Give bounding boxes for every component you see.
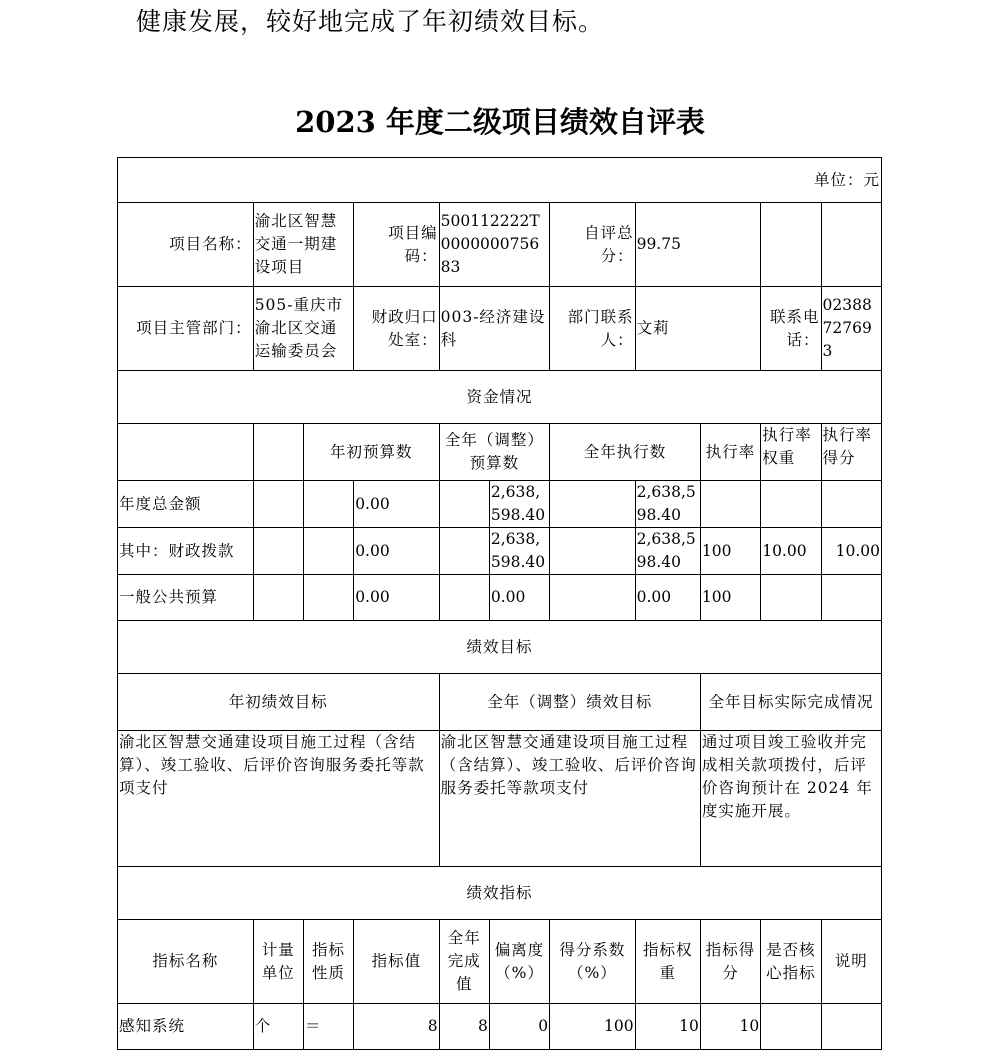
funds-score: 10.00 — [821, 528, 882, 575]
goals-initial: 渝北区智慧交通建设项目施工过程（含结算）、竣工验收、后评价咨询服务委托等款项支付 — [118, 731, 440, 867]
page-title: 2023 年度二级项目绩效自评表 — [295, 105, 705, 139]
empty-cell — [761, 203, 821, 287]
goals-header-adjusted: 全年（调整）绩效目标 — [439, 674, 700, 731]
ind-header-note: 说明 — [821, 920, 882, 1004]
goals-adjusted: 渝北区智慧交通建设项目施工过程（含结算）、竣工验收、后评价咨询服务委托等款项支付 — [439, 731, 700, 867]
funds-initial: 0.00 — [354, 575, 439, 621]
funds-executed: 2,638,598.40 — [635, 528, 700, 575]
funds-rate: 100 — [700, 575, 760, 621]
empty-cell — [303, 575, 353, 621]
finance-label: 财政归口处室： — [354, 287, 439, 371]
ind-header-unit: 计量单位 — [253, 920, 303, 1004]
ind-completed: 8 — [439, 1004, 489, 1050]
phone-value: 02388727693 — [821, 287, 882, 371]
ind-header-deviation: 偏离度（%） — [489, 920, 549, 1004]
funds-rate — [700, 481, 760, 528]
funds-header-initial: 年初预算数 — [303, 424, 439, 481]
funds-adjusted: 2,638,598.40 — [489, 481, 549, 528]
contact-value: 文莉 — [635, 287, 761, 371]
funds-score — [821, 481, 882, 528]
ind-header-value: 指标值 — [354, 920, 439, 1004]
funds-adjusted: 2,638,598.40 — [489, 528, 549, 575]
empty-cell — [118, 424, 254, 481]
contact-label: 部门联系人： — [550, 287, 635, 371]
empty-cell — [253, 575, 303, 621]
phone-label: 联系电话： — [761, 287, 821, 371]
finance-value: 003-经济建设科 — [439, 287, 550, 371]
ind-header-completed: 全年完成值 — [439, 920, 489, 1004]
goals-section-title: 绩效目标 — [118, 621, 882, 674]
funds-weight — [761, 575, 821, 621]
funds-row-label: 年度总金额 — [118, 481, 254, 528]
ind-nature: ＝ — [303, 1004, 353, 1050]
project-code: 500112222T000000075683 — [439, 203, 550, 287]
empty-cell — [439, 575, 489, 621]
goals-header-actual: 全年目标实际完成情况 — [700, 674, 881, 731]
funds-header-adjusted: 全年（调整）预算数 — [439, 424, 550, 481]
goals-header-initial: 年初绩效目标 — [118, 674, 440, 731]
self-evaluation-table — [117, 157, 882, 1050]
ind-core — [761, 1004, 821, 1050]
funds-section-title: 资金情况 — [118, 371, 882, 424]
dept-value: 505-重庆市渝北区交通运输委员会 — [253, 287, 354, 371]
empty-cell — [439, 481, 489, 528]
funds-initial: 0.00 — [354, 528, 439, 575]
funds-header-weight: 执行率权重 — [761, 424, 821, 481]
ind-score: 10 — [700, 1004, 760, 1050]
empty-cell — [550, 575, 635, 621]
ind-note — [821, 1004, 882, 1050]
funds-initial: 0.00 — [354, 481, 439, 528]
empty-cell — [303, 481, 353, 528]
ind-coef: 100 — [550, 1004, 635, 1050]
funds-rate: 100 — [700, 528, 760, 575]
project-name: 渝北区智慧交通一期建设项目 — [253, 203, 354, 287]
goals-actual: 通过项目竣工验收并完成相关款项拨付，后评价咨询预计在 2024 年度实施开展。 — [700, 731, 881, 867]
funds-executed: 0.00 — [635, 575, 700, 621]
empty-cell — [253, 528, 303, 575]
table-row — [118, 1004, 882, 1050]
dept-label: 项目主管部门： — [118, 287, 254, 371]
table-row — [118, 528, 882, 575]
ind-header-score: 指标得分 — [700, 920, 760, 1004]
project-code-label: 项目编码： — [354, 203, 439, 287]
empty-cell — [253, 481, 303, 528]
funds-row-label: 一般公共预算 — [118, 575, 254, 621]
total-score: 99.75 — [635, 203, 761, 287]
empty-cell — [253, 424, 303, 481]
funds-score — [821, 575, 882, 621]
ind-header-name: 指标名称 — [118, 920, 254, 1004]
funds-weight — [761, 481, 821, 528]
score-label: 自评总分： — [550, 203, 635, 287]
ind-header-nature: 指标性质 — [303, 920, 353, 1004]
empty-cell — [303, 528, 353, 575]
funds-executed: 2,638,598.40 — [635, 481, 700, 528]
intro-text: 健康发展，较好地完成了年初绩效目标。 — [136, 7, 605, 36]
empty-cell — [550, 481, 635, 528]
project-name-label: 项目名称： — [118, 203, 254, 287]
funds-header-rate: 执行率 — [700, 424, 760, 481]
ind-name: 感知系统 — [118, 1004, 254, 1050]
funds-header-score: 执行率得分 — [821, 424, 882, 481]
indicators-section-title: 绩效指标 — [118, 867, 882, 920]
ind-unit: 个 — [253, 1004, 303, 1050]
ind-header-coef: 得分系数（%） — [550, 920, 635, 1004]
funds-row-label: 其中：财政拨款 — [118, 528, 254, 575]
funds-weight: 10.00 — [761, 528, 821, 575]
ind-weight: 10 — [635, 1004, 700, 1050]
empty-cell — [439, 528, 489, 575]
table-row — [118, 575, 882, 621]
ind-deviation: 0 — [489, 1004, 549, 1050]
funds-adjusted: 0.00 — [489, 575, 549, 621]
ind-header-core: 是否核心指标 — [761, 920, 821, 1004]
ind-value: 8 — [354, 1004, 439, 1050]
ind-header-weight: 指标权重 — [635, 920, 700, 1004]
unit-label: 单位：元 — [118, 158, 882, 203]
empty-cell — [821, 203, 882, 287]
empty-cell — [550, 528, 635, 575]
funds-header-executed: 全年执行数 — [550, 424, 701, 481]
table-row — [118, 481, 882, 528]
